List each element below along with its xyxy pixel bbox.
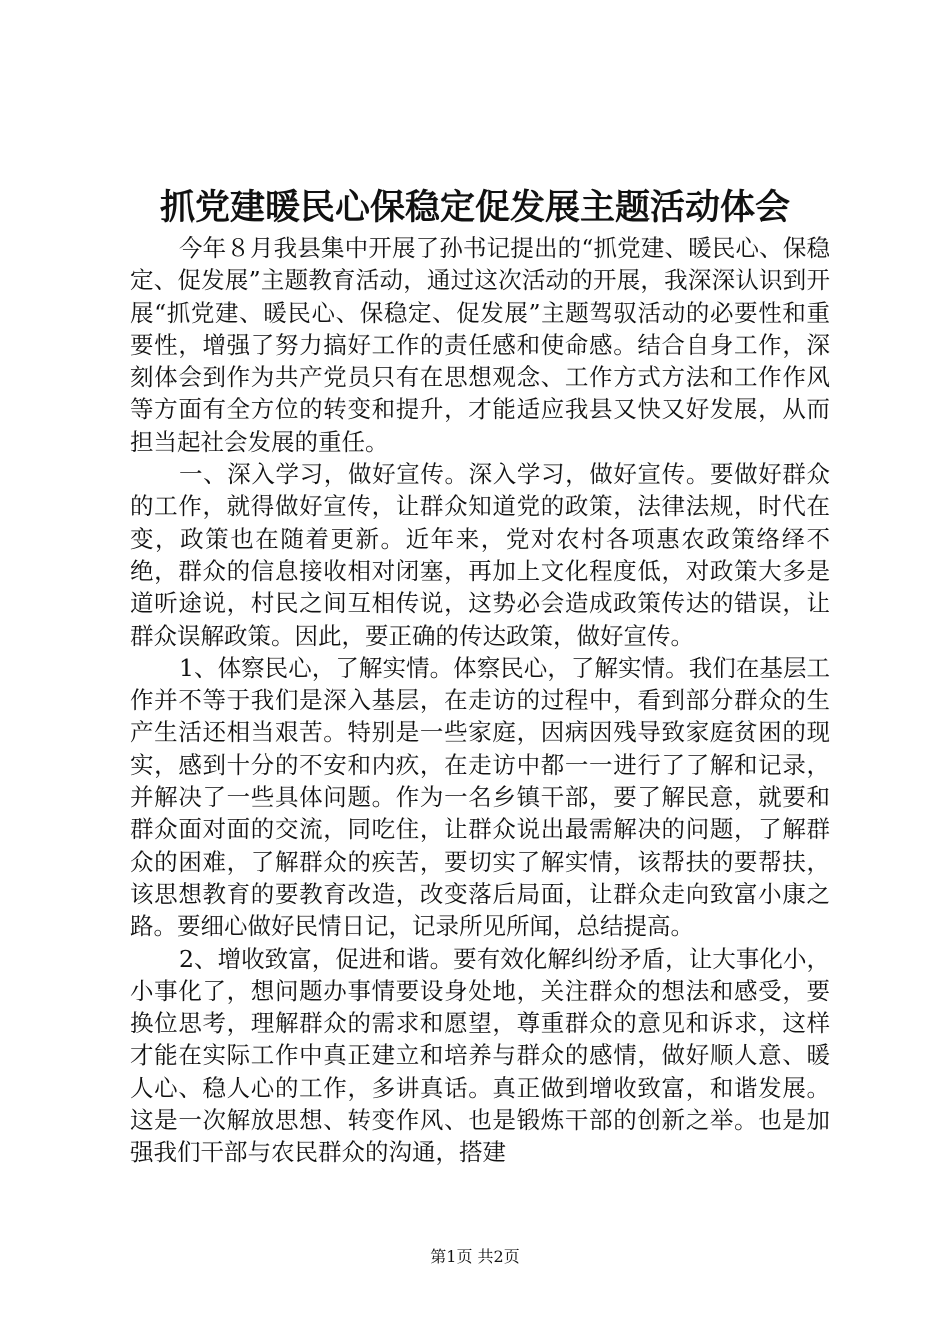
document-body <box>130 232 830 1169</box>
paragraph-item-one: 1、体察民心，了解实情。体察民心，了解实情。我们在基层工作并不等于我们是深入基层，在走访的过程中，看到部分群众的生产生活还相当艰苦。特别是一些家庭，因病因残导致家庭贫困的现实，感到十分的不安和内疚，在走访中都一一进行了了解和记录，并解决了一些具体问题。作为一名乡镇干部，要了解民意，就要和群众面对面的交流，同吃住，让群众说出最需解决的问题，了解群众的困难，了解群众的疾苦，要切实了解实情，该帮扶的要帮扶，该思想教育的要教育改造，改变落后局面，让群众走向致富小康之路。要细心做好民情日记，记录所见所闻，总结提高。 <box>130 653 830 941</box>
paragraph-item-two: 2、增收致富，促进和谐。要有效化解纠纷矛盾，让大事化小，小事化了，想问题办事情要设身处地，关注群众的想法和感受，要换位思考，理解群众的需求和愿望，尊重群众的意见和诉求，这样才能在实际工作中真正建立和培养与群众的感情，做好顺人意、暖人心、稳人心的工作，多讲真话。真正做到增收致富，和谐发展。这是一次解放思想、转变作风、也是锻炼干部的创新之举。也是加强我们干部与农民群众的沟通，搭建 <box>130 944 830 1167</box>
page-footer: 第1页 共2页 <box>430 1247 520 1266</box>
document-title: 抓党建暖民心保稳定促发展主题活动体会 <box>159 187 790 228</box>
paragraph-section-one: 一、深入学习，做好宣传。深入学习，做好宣传。要做好群众的工作，就得做好宣传，让群众知道党的政策，法律法规，时代在变，政策也在随着更新。近年来，党对农村各项惠农政策络绎不绝，群众的信息接收相对闭塞，再加上文化程度低，对政策大多是道听途说，村民之间互相传说，这势必会造成政策传达的错误，让群众误解政策。因此，要正确的传达政策，做好宣传。 <box>130 460 830 650</box>
paragraph-intro: 今年８月我县集中开展了孙书记提出的“抓党建、暖民心、保稳定、促发展”主题教育活动，通过这次活动的开展，我深深认识到开展“抓党建、暖民心、保稳定、促发展”主题驾驭活动的必要性和重要性，增强了努力搞好工作的责任感和使命感。结合自身工作，深刻体会到作为共产党员只有在思想观念、工作方式方法和工作作风等方面有全方位的转变和提升，才能适应我县又快又好发展，从而担当起社会发展的重任。 <box>130 234 830 456</box>
